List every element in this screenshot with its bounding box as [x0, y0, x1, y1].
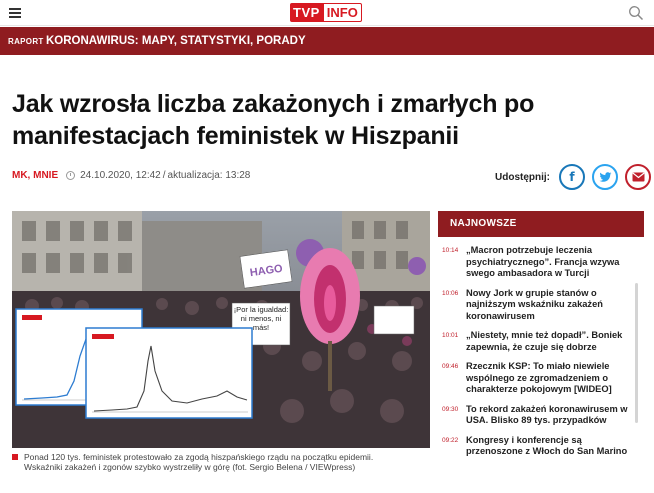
site-logo[interactable]: [290, 3, 362, 22]
sign-igualdad: ¡Por la igualdad: ni menos, ni más!: [233, 305, 289, 332]
latest-news-list: [438, 237, 644, 487]
news-time: 09:30: [442, 405, 459, 413]
list-fade: [438, 463, 644, 487]
photo-caption: [12, 452, 432, 472]
top-bar: [0, 0, 654, 26]
article-title: Jak wzrosła liczba zakażonych i zmarłych po manifestacjach feministek w Hiszpanii: [12, 90, 535, 150]
twitter-icon: [599, 172, 612, 183]
mail-icon: [632, 172, 645, 182]
share-bar: [495, 164, 654, 190]
news-headline[interactable]: Kongresy i konferencje są przenoszone z Włoch do San Marino: [466, 434, 628, 456]
update-time: aktualizacja: 13:28: [167, 170, 251, 181]
news-item[interactable]: [438, 427, 644, 458]
news-time: 10:14: [442, 247, 459, 254]
caption-text-2: Wskaźniki zakażeń i zgonów szybko wystrzeliły w górę (fot. Sergio Belena / VIEWpress): [24, 462, 356, 472]
menu-icon[interactable]: [9, 8, 21, 18]
facebook-icon: f: [569, 170, 575, 184]
news-headline[interactable]: „Macron potrzebuje leczenia psychiatrycznego”. Francja wzywa swego ambasadora w Turcji: [466, 245, 620, 278]
news-time: 09:46: [442, 363, 459, 370]
publish-date: 24.10.2020, 12:42: [80, 170, 161, 181]
logo-info: INFO: [323, 3, 362, 22]
news-headline[interactable]: Rzecznik KSP: To miało niewiele wspólnego ze zgromadzeniem o charakterze pokojowym [WIDEO]: [466, 361, 612, 394]
clock-icon: [66, 171, 75, 180]
search-icon[interactable]: [628, 5, 644, 21]
report-title[interactable]: KORONAWIRUS: MAPY, STATYSTYKI, PORADY: [46, 35, 306, 47]
logo-tvp: TVP: [290, 3, 323, 22]
caption-text-1: Ponad 120 tys. feministek protestowało za zgodą hiszpańskiego rządu na początku epidemii.: [24, 452, 374, 462]
news-item[interactable]: [438, 237, 644, 280]
caption-line-1: [12, 452, 432, 462]
news-item[interactable]: [438, 396, 644, 427]
news-headline[interactable]: To rekord zakażeń koronawirusem w USA. Blisko 89 tys. przypadków: [466, 403, 628, 425]
mail-share-button[interactable]: [625, 164, 651, 190]
article-photo[interactable]: [12, 211, 430, 448]
article-author[interactable]: MK, MNIE: [12, 170, 59, 181]
news-time: 10:01: [442, 332, 459, 339]
news-headline[interactable]: „Niestety, mnie też dopadł”. Boniek zapewnia, że czuje się dobrze: [466, 330, 623, 352]
protest-photo-illustration: [12, 211, 430, 448]
twitter-share-button[interactable]: [592, 164, 618, 190]
sidebar-scrollbar[interactable]: [635, 283, 638, 423]
report-strip[interactable]: [0, 27, 654, 55]
article-meta: [12, 170, 250, 181]
meta-separator: /: [162, 170, 166, 181]
news-headline[interactable]: Nowy Jork w grupie stanów o najniższym wskaźniku zakażeń koronawirusem: [466, 287, 603, 321]
facebook-share-button[interactable]: [559, 164, 585, 190]
latest-news-sidebar: [438, 211, 644, 493]
sign-hago: HAGO: [249, 262, 284, 280]
news-item[interactable]: [438, 353, 644, 396]
caption-marker-icon: [12, 454, 18, 460]
news-time: 09:22: [442, 436, 459, 444]
share-label: Udostępnij:: [495, 171, 550, 183]
report-badge: RAPORT: [8, 36, 44, 46]
news-time: 10:06: [442, 289, 459, 297]
latest-news-heading: NAJNOWSZE: [438, 211, 644, 237]
news-item[interactable]: [438, 280, 644, 323]
news-item[interactable]: [438, 322, 644, 353]
